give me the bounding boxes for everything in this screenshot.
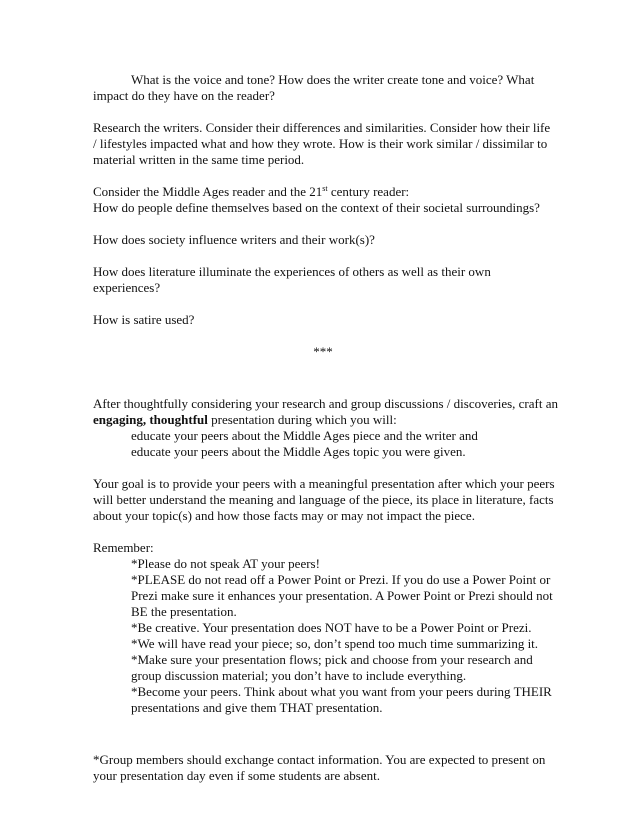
question-voice-tone-line2: impact do they have on the reader?	[93, 88, 275, 103]
assignment-line2	[93, 412, 553, 428]
assignment-line2-rest: presentation during which you will:	[207, 412, 397, 427]
question-research-line2: / lifestyles impacted what and how they wrote. How is their work similar / dissimilar to	[93, 136, 548, 151]
remember-heading: Remember:	[93, 540, 154, 555]
section-separator: ***	[313, 344, 333, 359]
footer-note-line2: your presentation day even if some students are absent.	[93, 768, 380, 783]
goal-line3: about your topic(s) and how those facts may or may not impact the piece.	[93, 508, 475, 523]
remember-item-3: *Be creative. Your presentation does NOT have to be a Power Point or Prezi.	[131, 620, 532, 635]
remember-item-2-line3: BE the presentation.	[131, 604, 237, 619]
question-satire: How is satire used?	[93, 312, 195, 327]
question-research-line3: material written in the same time period.	[93, 152, 305, 167]
superscript-st: st	[322, 184, 328, 193]
question-society: How does society influence writers and their work(s)?	[93, 232, 375, 247]
remember-item-6-line1: *Become your peers. Think about what you want from your peers during THEIR	[131, 684, 552, 699]
remember-item-4: *We will have read your piece; so, don’t spend too much time summarizing it.	[131, 636, 539, 651]
question-literature-line1: How does literature illuminate the experiences of others as well as their own	[93, 264, 491, 279]
assignment-emphasis: engaging, thoughtful	[93, 412, 208, 427]
remember-item-2-line1: *PLEASE do not read off a Power Point or Prezi. If you do use a Power Point or	[131, 572, 551, 587]
remember-item-2-line2: Prezi make sure it enhances your presentation. A Power Point or Prezi should not	[131, 588, 553, 603]
question-research-line1: Research the writers. Consider their differences and similarities. Consider how their life	[93, 120, 551, 135]
footer-note-line1: *Group members should exchange contact information. You are expected to present on	[93, 752, 546, 767]
goal-line1: Your goal is to provide your peers with a meaningful presentation after which your peers	[93, 476, 555, 491]
question-reader-line1	[93, 184, 553, 200]
assignment-line1: After thoughtfully considering your research and group discussions / discoveries, craft an	[93, 396, 558, 411]
question-reader-line1-pre: Consider the Middle Ages reader and the 21	[93, 184, 323, 199]
question-literature-line2: experiences?	[93, 280, 161, 295]
goal-line2: will better understand the meaning and language of the piece, its place in literature, facts	[93, 492, 554, 507]
document-page	[93, 72, 558, 784]
question-voice-tone-line1: What is the voice and tone? How does the writer create tone and voice? What	[131, 72, 535, 87]
assignment-bullet2: educate your peers about the Middle Ages topic you were given.	[131, 444, 466, 459]
remember-item-5-line2: group discussion material; you don’t have to include everything.	[131, 668, 467, 683]
assignment-bullet1: educate your peers about the Middle Ages piece and the writer and	[131, 428, 478, 443]
remember-item-6-line2: presentations and give them THAT presentation.	[131, 700, 383, 715]
remember-item-1: *Please do not speak AT your peers!	[131, 556, 320, 571]
question-reader-line1-post: century reader:	[327, 184, 410, 199]
remember-item-5-line1: *Make sure your presentation flows; pick and choose from your research and	[131, 652, 533, 667]
remember-list	[93, 556, 553, 716]
question-reader-line2: How do people define themselves based on the context of their societal surroundings?	[93, 200, 540, 215]
